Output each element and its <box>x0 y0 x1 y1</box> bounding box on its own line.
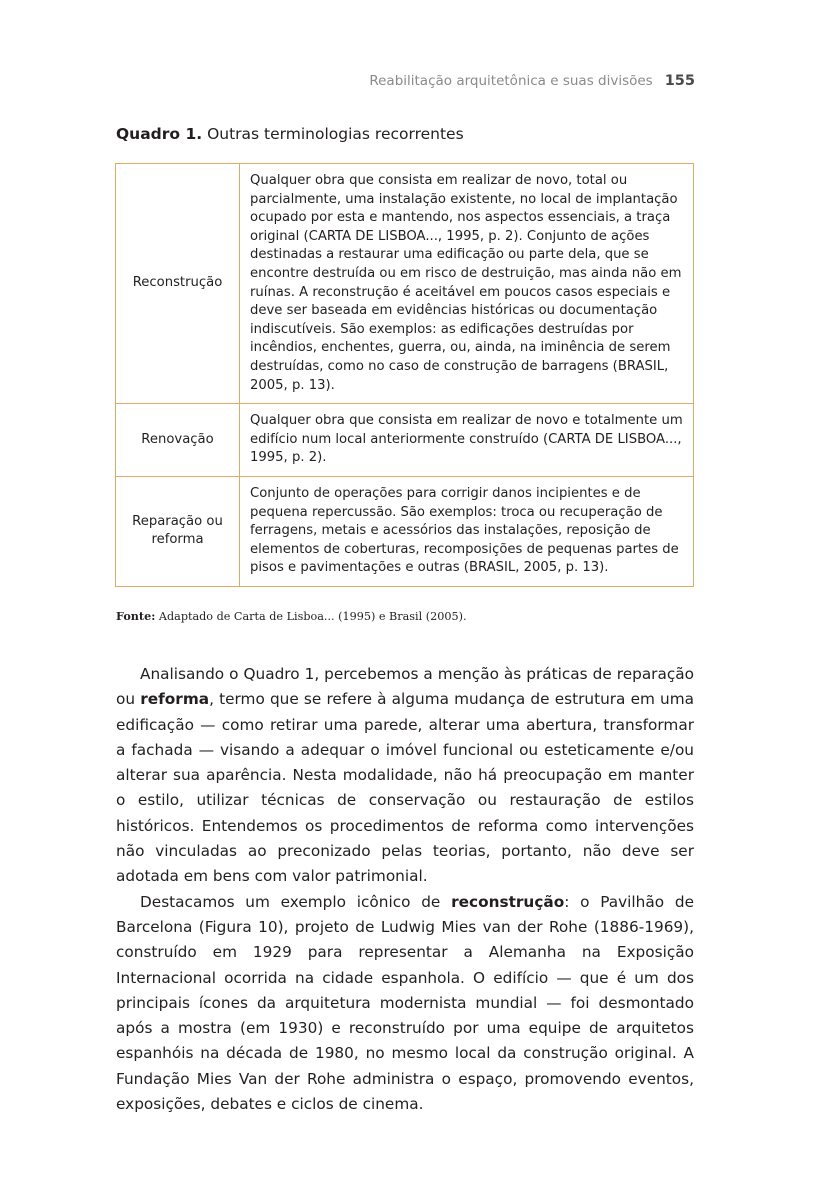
term-cell: Reparação ou reforma <box>116 476 240 586</box>
term-cell: Renovação <box>116 404 240 477</box>
table-row <box>116 476 694 586</box>
source-label: Fonte: <box>116 609 156 623</box>
definition-cell: Conjunto de operações para corrigir danos incipientes e de pequena repercussão. São exemplos: troca ou recuperação de ferragens, metais e acessórios das instalações, reposição de elementos de coberturas, recomposições de pequenas partes de pisos e pavimentações e outras (BRASIL, 2005, p. 13). <box>240 476 694 586</box>
p2-text-start: Destacamos um exemplo icônico de <box>140 892 452 911</box>
paragraph-2 <box>116 890 694 1118</box>
p2-text-end: : o Pavilhão de Barcelona (Figura 10), projeto de Ludwig Mies van der Rohe (1886-1969), construído em 1929 para representar a Alemanha na Exposição Internacional ocorrida na cidade espanhola. O edifício — que é um dos principais ícones da arquitetura modernista mundial — foi desmontado após a mostra (em 1930) e reconstruído por uma equipe de arquitetos espanhóis na década de 1980, no mesmo local da construção original. A Fundação Mies Van der Rohe administra o espaço, promovendo eventos, exposições, debates e ciclos de cinema. <box>116 892 694 1114</box>
paragraph-1 <box>116 662 694 890</box>
terminology-table <box>115 163 694 587</box>
p1-text-end: , termo que se refere à alguma mudança de estrutura em uma edificação — como retirar uma parede, alterar uma abertura, transformar a fachada — visando a adequar o imóvel funcional ou esteticamente e/ou alterar sua aparência. Nesta modalidade, não há preocupação em manter o estilo, utilizar técnicas de conservação ou restauração de estilos históricos. Entendemos os procedimentos de reforma como intervenções não vinculadas ao preconizado pelas teorias, portanto, não deve ser adotada em bens com valor patrimonial. <box>116 690 695 886</box>
body-text <box>116 662 694 1117</box>
page-number: 155 <box>664 73 695 89</box>
table-caption <box>116 125 464 143</box>
running-head <box>369 73 695 89</box>
p1-text-start: Analisando o Quadro 1, percebemos a menção às práticas de reparação ou <box>116 665 694 709</box>
source-text: Adaptado de Carta de Lisboa... (1995) e Brasil (2005). <box>158 610 467 623</box>
definition-cell: Qualquer obra que consista em realizar de novo e totalmente um edifício num local anteriormente construído (CARTA DE LISBOA..., 1995, p. 2). <box>240 404 694 477</box>
table-row <box>116 164 694 404</box>
caption-label: Quadro 1. <box>116 125 203 143</box>
definition-cell: Qualquer obra que consista em realizar de novo, total ou parcialmente, uma instalação existente, no local de implantação ocupado por esta e mantendo, nos aspectos essenciais, a traça original (CARTA DE LISBOA..., 1995, p. 2). Conjunto de ações destinadas a restaurar uma edificação ou parte dela, que se encontre destruída ou em risco de destruição, mas ainda não em ruínas. A reconstrução é aceitável em poucos casos especiais e deve ser baseada em evidências históricas ou documentação indiscutíveis. São exemplos: as edificações destruídas por incêndios, enchentes, guerra, ou, ainda, na iminência de serem destruídas, como no caso de construção de barragens (BRASIL, 2005, p. 13). <box>240 164 694 404</box>
chapter-title: Reabilitação arquitetônica e suas divisões <box>369 73 653 89</box>
p2-bold-term: reconstrução <box>451 892 565 911</box>
table-source <box>116 609 467 623</box>
table-row <box>116 404 694 477</box>
caption-text: Outras terminologias recorrentes <box>207 125 464 143</box>
term-cell: Reconstrução <box>116 164 240 404</box>
p1-bold-term: reforma <box>140 690 210 709</box>
